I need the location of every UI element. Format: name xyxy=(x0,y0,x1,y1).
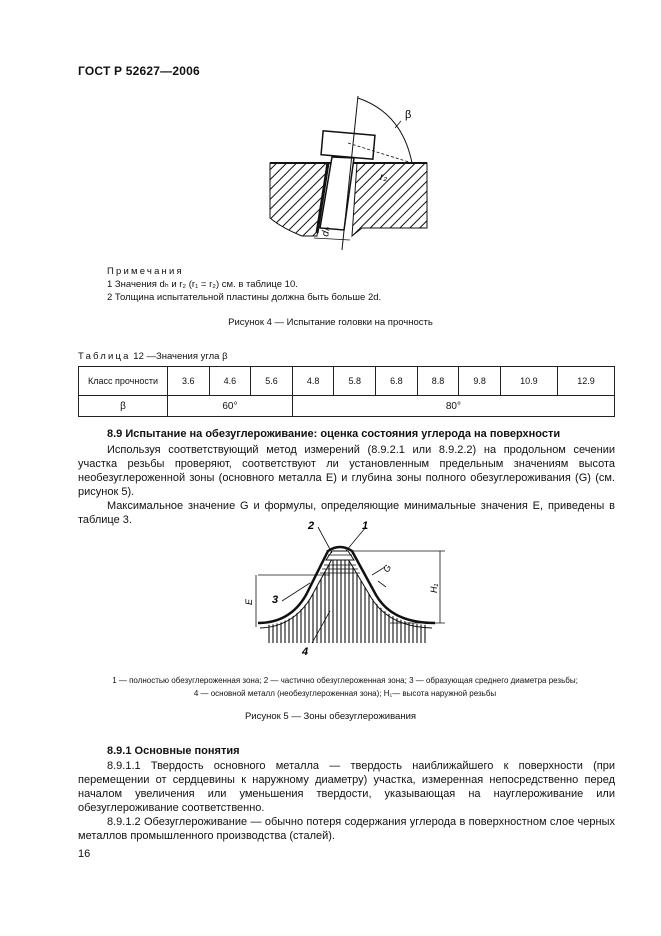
paragraph: Используя соответствующий метод измерений (8.9.2.1 или 8.9.2.2) на продольном сечении участка резьбы проверяют, соответствуют ли установленным предельным значениям высота необезуглероженной зоны (основного металла E) и глубина зоны полного обезуглероживания (G) (см. рисунок 5). xyxy=(78,444,615,498)
legend-line-1: 1 — полностью обезуглероженная зона; 2 — частично обезуглероженная зона; 3 — образующая среднего диаметра резьбы; xyxy=(112,676,578,685)
section-8-9-1-title: 8.9.1 Основные понятия xyxy=(107,745,240,757)
table-cell: 5.8 xyxy=(334,367,376,396)
table-title-rest: 12 —Значения угла β xyxy=(133,351,228,362)
table-cell: 10.9 xyxy=(500,367,557,396)
figure-4-drawing xyxy=(262,88,432,253)
table-title-prefix: Таблица xyxy=(78,351,131,362)
label-1: 1 xyxy=(362,520,369,532)
table-cell: 3.6 xyxy=(168,367,210,396)
table-cell: 80° xyxy=(292,396,614,417)
beta-label: β xyxy=(405,109,412,121)
figure-4-notes xyxy=(107,265,381,304)
note-2: 2 Толщина испытательной пластины должна быть больше 2d. xyxy=(107,292,382,303)
label-2: 2 xyxy=(308,520,315,532)
table-row xyxy=(79,367,615,396)
page-number: 16 xyxy=(78,848,91,860)
paragraph: 8.9.1.2 Обезуглероживание — обычно потеря содержания углерода в поверхностном слое черных металлов промышленного производства (сталей). xyxy=(78,816,615,842)
r2-label: r₂ xyxy=(380,172,388,183)
label-E: E xyxy=(244,598,254,605)
table-12 xyxy=(78,366,615,417)
table-cell: 4.8 xyxy=(292,367,334,396)
label-4: 4 xyxy=(302,646,309,658)
table-cell: 5.6 xyxy=(251,367,293,396)
table-row xyxy=(79,396,615,417)
section-8-9-title: 8.9 Испытание на обезуглероживание: оценка состояния углерода на поверхности xyxy=(107,428,561,440)
paragraph: Максимальное значение G и формулы, определяющие минимальные значения E, приведены в таблице 3. xyxy=(78,500,615,526)
figure-5-drawing xyxy=(240,515,450,660)
document-header: ГОСТ Р 52627—2006 xyxy=(78,64,200,78)
table-header-cell: Класс прочности xyxy=(79,367,168,396)
table-cell: 8.8 xyxy=(417,367,459,396)
table-header-cell: β xyxy=(79,396,168,417)
note-1: 1 Значения dₕ и r₂ (r₁ = r₂) см. в таблице 10. xyxy=(107,279,298,290)
table-cell: 60° xyxy=(168,396,293,417)
table-12-title xyxy=(78,351,228,362)
table-cell: 12.9 xyxy=(557,367,614,396)
table-cell: 4.6 xyxy=(209,367,251,396)
section-8-9-1-body xyxy=(78,759,615,843)
table-cell: 6.8 xyxy=(376,367,418,396)
table-cell: 9.8 xyxy=(459,367,501,396)
paragraph: 8.9.1.1 Твердость основного металла — твердость наиближайшего к поверхности (при перемещении от сердцевины к наружному диаметру) участка, измеренная непосредственно перед началом увеличения или уменьшения твердости, указывающая на науглероживание или обезуглероживание соответственно. xyxy=(78,760,615,814)
label-3: 3 xyxy=(272,594,279,606)
dh-label: dₕ xyxy=(320,226,333,238)
figure-4-caption: Рисунок 4 — Испытание головки на прочность xyxy=(228,317,433,328)
notes-title: Примечания xyxy=(107,266,184,277)
label-G: G xyxy=(381,562,394,574)
label-H1: H₁ xyxy=(429,583,439,593)
figure-5-caption: Рисунок 5 — Зоны обезуглероживания xyxy=(244,711,417,722)
figure-5-legend xyxy=(80,674,610,700)
legend-line-2: 4 — основной металл (необезуглероженная зона); H₁— высота наружной резьбы xyxy=(193,689,497,698)
